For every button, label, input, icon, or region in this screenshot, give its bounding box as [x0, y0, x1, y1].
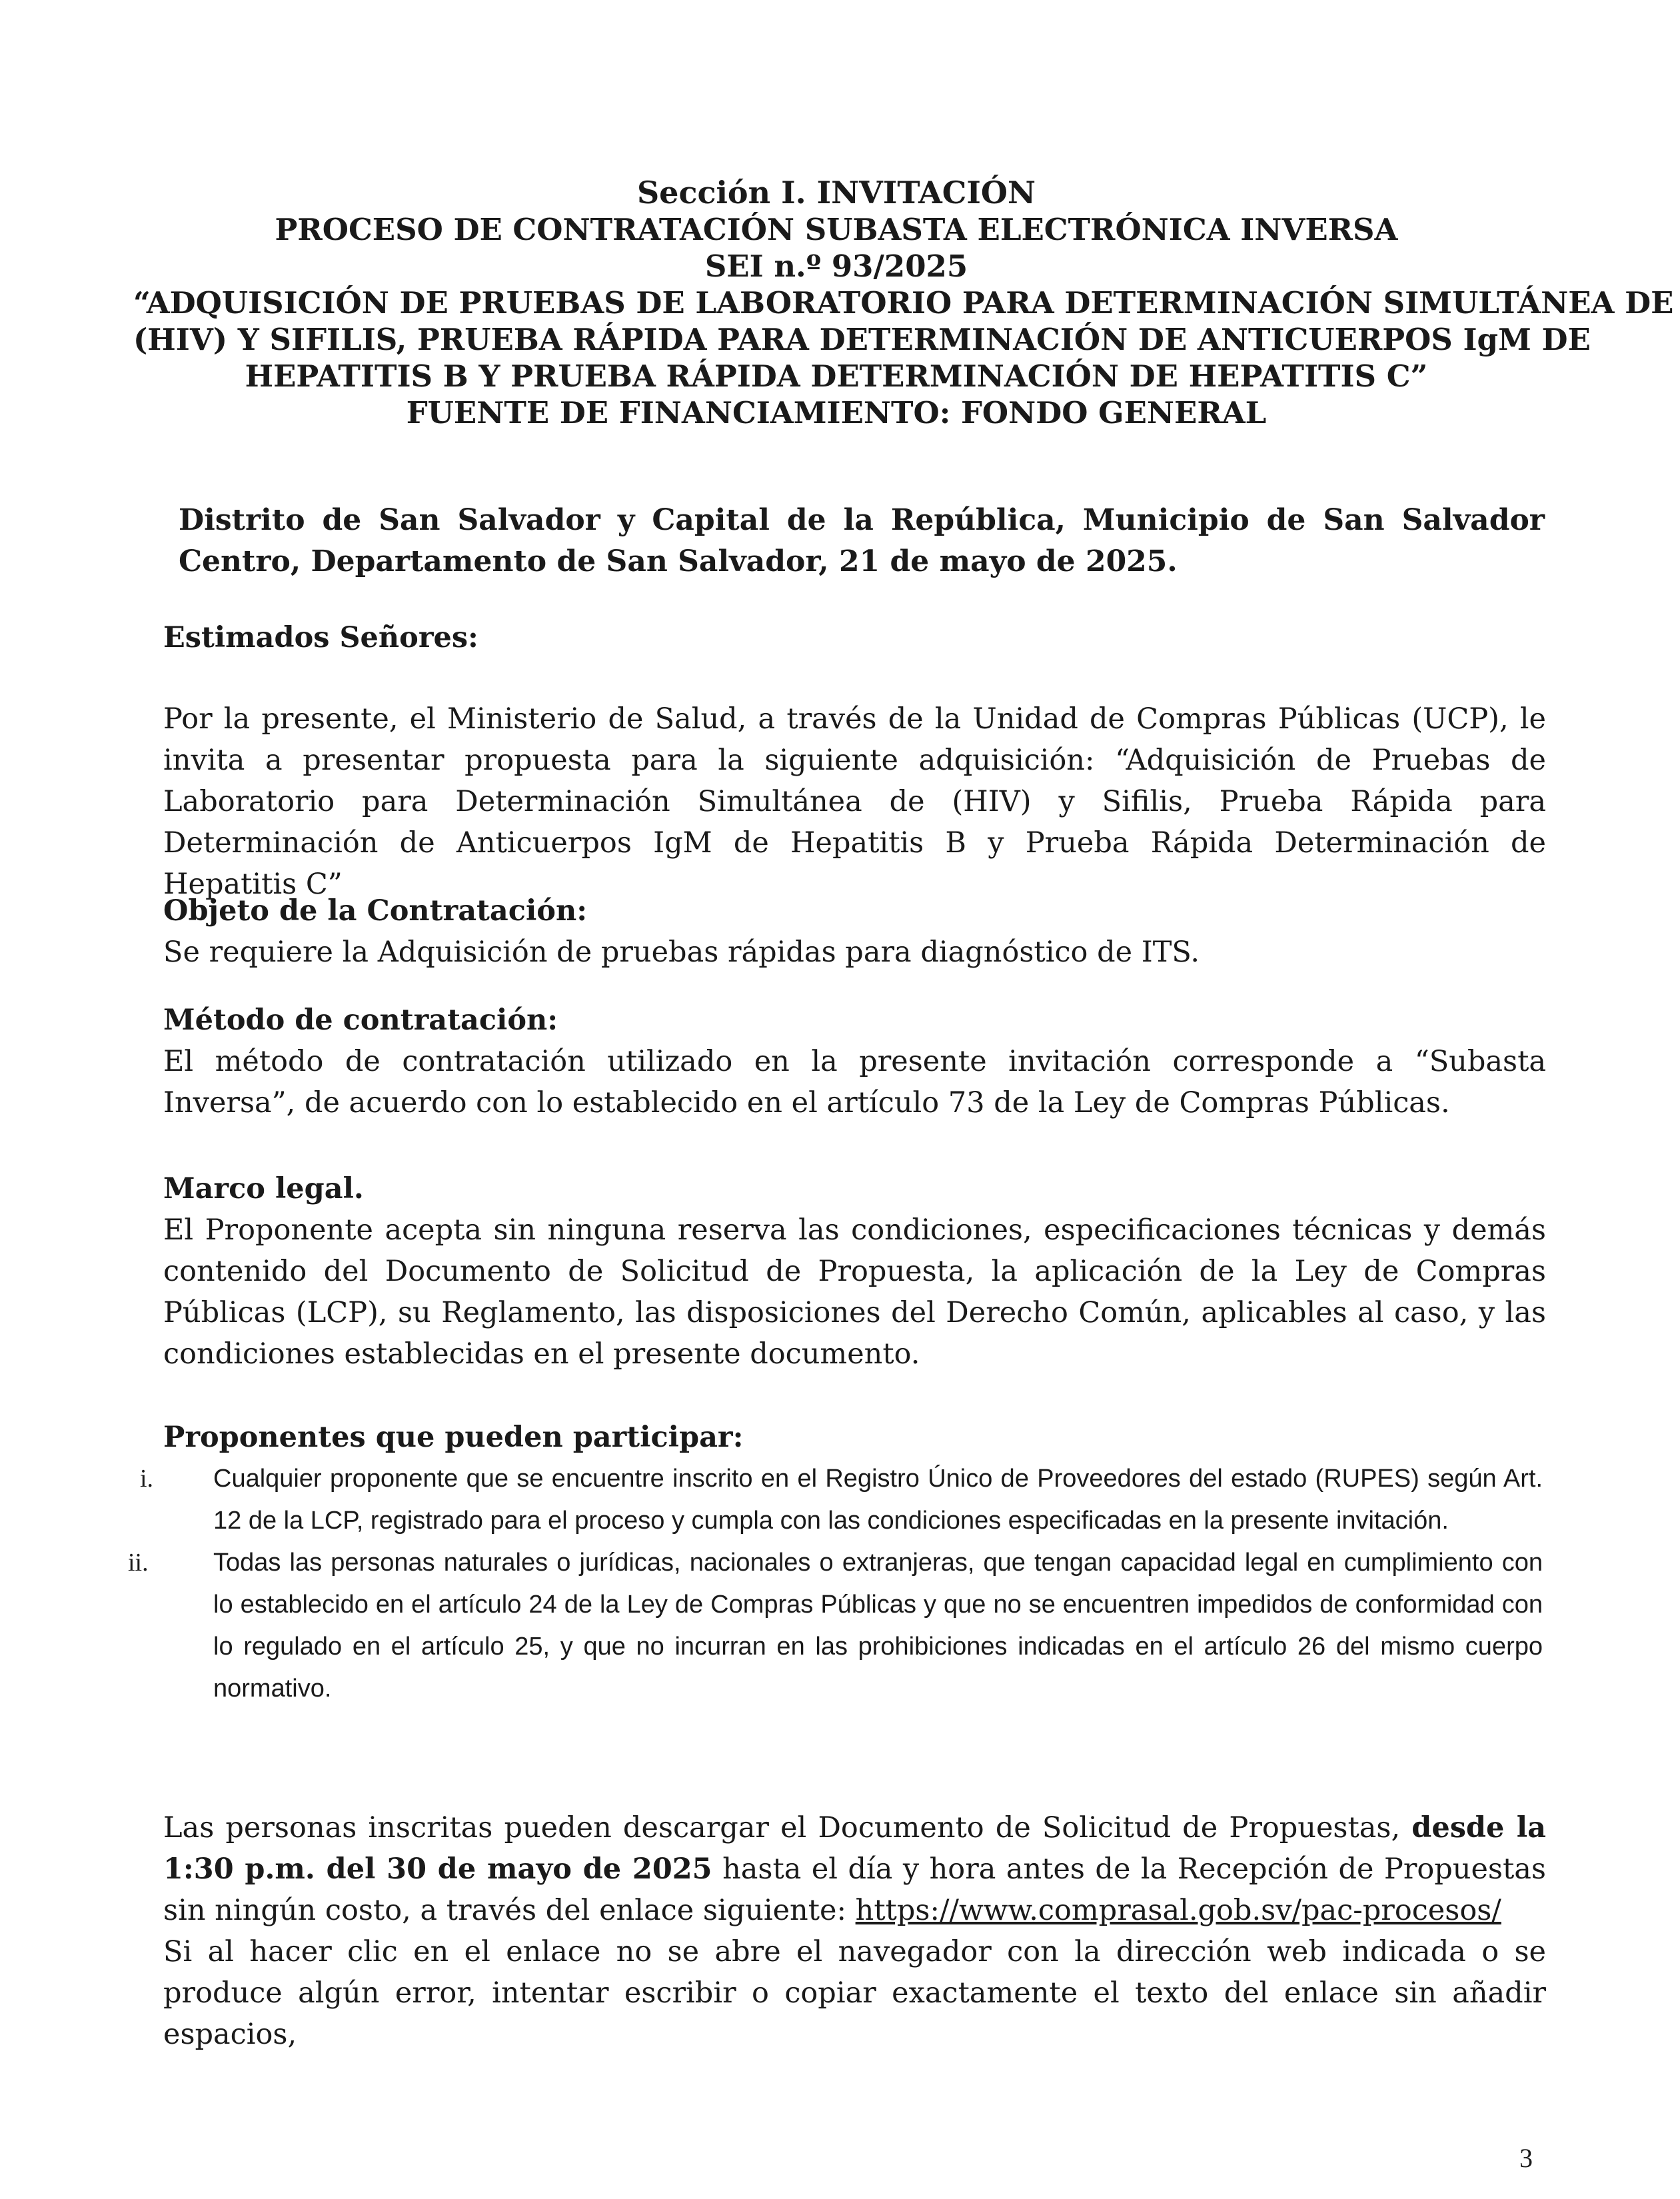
- download-text-c: hasta el día y hora antes de la Recepción de Propuestas sin ningún costo, a través del enlace siguiente:: [163, 1852, 1546, 1927]
- objeto-section: [163, 890, 1546, 973]
- objeto-heading: Objeto de la Contratación:: [163, 894, 588, 928]
- process-title: PROCESO DE CONTRATACIÓN SUBASTA ELECTRÓNICA INVERSA: [275, 212, 1398, 247]
- list-item-text: Todas las personas naturales o jurídicas, nacionales o extranjeras, que tengan capacidad legal en cumplimiento con lo establecido en el artículo 24 de la Ley de Compras Públicas y que no se encuentren impedidos de conformidad con lo regulado en el artículo 25, y que no incurran en las prohibiciones indicadas en el artículo 26 del mismo cuerpo normativo.: [213, 1549, 1543, 1703]
- objeto-text: Se requiere la Adquisición de pruebas rápidas para diagnóstico de ITS.: [163, 936, 1200, 969]
- download-date-range: desde la 1:30 p.m. del 30 de mayo de 2025: [163, 1811, 1546, 1886]
- metodo-heading: Método de contratación:: [163, 1004, 558, 1037]
- section-title: Sección I. INVITACIÓN: [636, 175, 1036, 211]
- list-item-text: Cualquier proponente que se encuentre inscrito en el Registro Único de Proveedores del estado (RUPES) según Art. 12 de la LCP, registrado para el proceso y cumpla con las condiciones especificadas en la presente invitación.: [213, 1465, 1543, 1535]
- greeting: Estimados Señores:: [163, 621, 478, 654]
- metodo-section: [163, 1000, 1546, 1123]
- download-text-a: Las personas inscritas pueden descargar el Documento de Solicitud de Propuestas,: [163, 1811, 1412, 1844]
- link-help-paragraph: Si al hacer clic en el enlace no se abre el navegador con la dirección web indicada o se produce algún error, intentar escribir o copiar exactamente el texto del enlace sin añadir espacios,: [163, 1935, 1546, 2051]
- list-item-number: i.: [140, 1465, 154, 1493]
- marco-section: [163, 1168, 1546, 1375]
- acquisition-title-line-3: HEPATITIS B Y PRUEBA RÁPIDA DETERMINACIÓN DE HEPATITIS C”: [245, 359, 1428, 394]
- list-item-number: ii.: [128, 1549, 149, 1577]
- list-item: [140, 1458, 1543, 1542]
- download-section: [163, 1807, 1546, 2055]
- place-and-date: Distrito de San Salvador y Capital de la República, Municipio de San Salvador Centro, Departamento de San Salvador, 21 de mayo de 2025.: [179, 503, 1545, 578]
- proponentes-list: [128, 1458, 1543, 1710]
- process-number: SEI n.º 93/2025: [704, 249, 968, 284]
- marco-text: El Proponente acepta sin ninguna reserva las condiciones, especificaciones técnicas y demás contenido del Documento de Solicitud de Propuesta, la aplicación de la Ley de Compras Públicas (LCP), su Reglamento, las disposiciones del Derecho Común, aplicables al caso, y las condiciones establecidas en el presente documento.: [163, 1213, 1546, 1371]
- comprasal-link[interactable]: https://www.comprasal.gob.sv/pac-procesos/: [855, 1894, 1501, 1927]
- acquisition-title-line-2: (HIV) Y SIFILIS, PRUEBA RÁPIDA PARA DETERMINACIÓN DE ANTICUERPOS IgM DE: [133, 322, 1591, 357]
- intro-paragraph: Por la presente, el Ministerio de Salud, a través de la Unidad de Compras Públicas (UCP), le invita a presentar propuesta para la siguiente adquisición: “Adquisición de Pruebas de Laboratorio para Determinación Simultánea de (HIV) y Sifilis, Prueba Rápida para Determinación de Anticuerpos IgM de Hepatitis B y Prueba Rápida Determinación de Hepatitis C”: [163, 702, 1546, 901]
- page-number: 3: [1519, 2143, 1533, 2173]
- acquisition-title-line-1: “ADQUISICIÓN DE PRUEBAS DE LABORATORIO PARA DETERMINACIÓN SIMULTÁNEA DE: [133, 285, 1674, 321]
- metodo-text: El método de contratación utilizado en la presente invitación corresponde a “Subasta Inversa”, de acuerdo con lo establecido en el artículo 73 de la Ley de Compras Públicas.: [163, 1045, 1546, 1119]
- funding-source: FUENTE DE FINANCIAMIENTO: FONDO GENERAL: [406, 395, 1267, 430]
- download-paragraph: [163, 1807, 1546, 1931]
- list-item: [128, 1542, 1543, 1710]
- document-header: [133, 175, 1674, 431]
- proponentes-heading: Proponentes que pueden participar:: [163, 1421, 744, 1454]
- marco-heading: Marco legal.: [163, 1172, 364, 1205]
